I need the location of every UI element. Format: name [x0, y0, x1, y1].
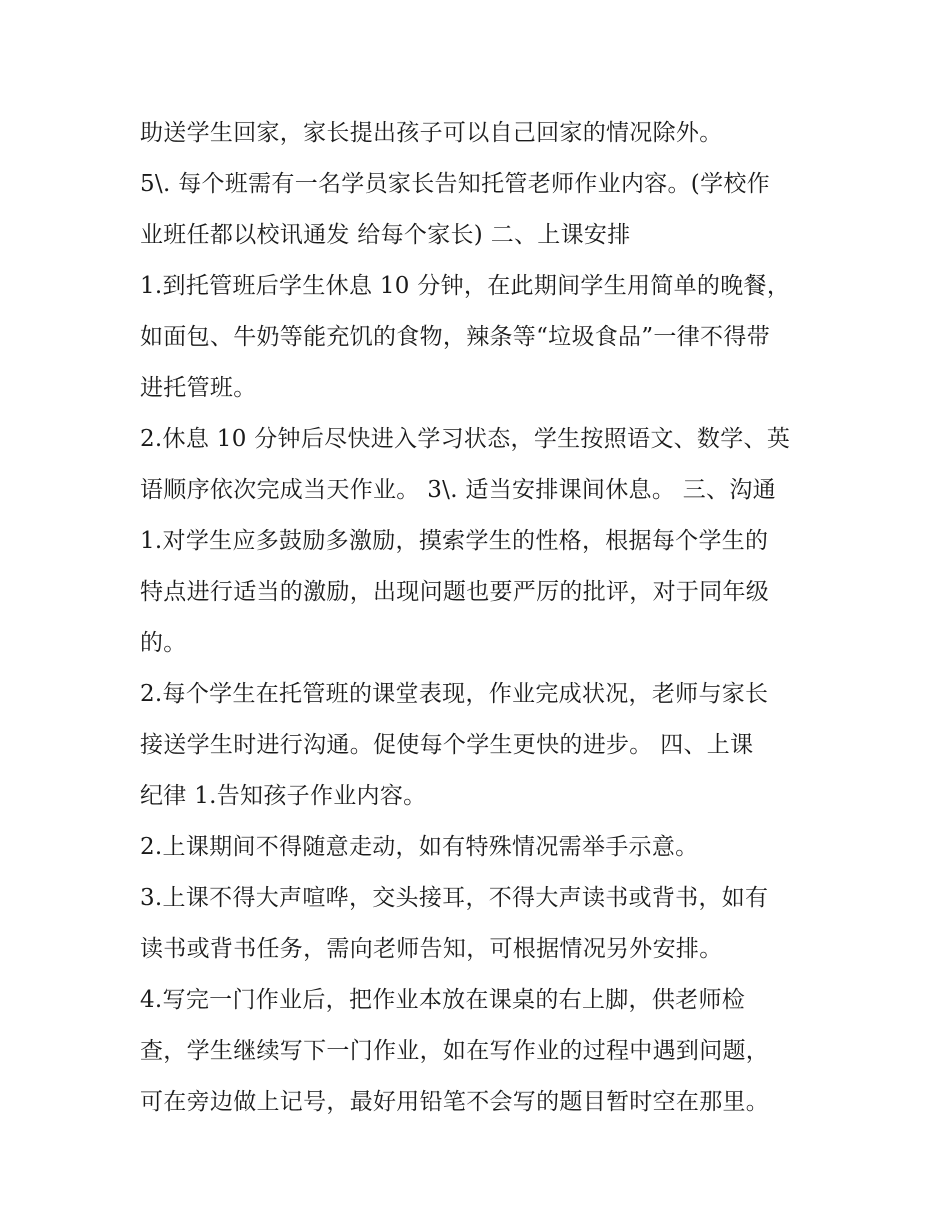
- text-line: 的。: [140, 630, 187, 656]
- text-line: 可在旁边做上记号，最好用铅笔不会写的题目暂时空在那里。: [140, 1089, 770, 1115]
- text-line: 1.对学生应多鼓励多激励，摸索学生的性格，根据每个学生的: [140, 528, 769, 554]
- body-text: [140, 108, 840, 1128]
- text-line: 如面包、牛奶等能充饥的食物，辣条等“垃圾食品”一律不得带: [140, 324, 770, 350]
- text-line: 3.上课不得大声喧哗，交头接耳，不得大声读书或背书，如有: [140, 885, 769, 911]
- text-line: 2.每个学生在托管班的课堂表现，作业完成状况，老师与家长: [140, 681, 769, 707]
- text-line: 1.到托管班后学生休息 10 分钟，在此期间学生用简单的晚餐，: [140, 273, 791, 299]
- text-line: 业班任都以校讯通发 给每个家长) 二、上课安排: [140, 222, 631, 248]
- text-line: 查，学生继续写下一门作业，如在写作业的过程中遇到问题，: [140, 1038, 770, 1064]
- text-line: 2.上课期间不得随意走动，如有特殊情况需举手示意。: [140, 834, 699, 860]
- text-line: 助送学生回家，家长提出孩子可以自己回家的情况除外。: [140, 120, 723, 146]
- text-line: 2.休息 10 分钟后尽快进入学习状态，学生按照语文、数学、英: [140, 426, 791, 452]
- text-line: 读书或背书任务，需向老师告知，可根据情况另外安排。: [140, 936, 723, 962]
- text-line: 5\. 每个班需有一名学员家长告知托管老师作业内容。(学校作: [140, 171, 770, 197]
- text-line: 纪律 1.告知孩子作业内容。: [140, 783, 427, 809]
- text-line: 4.写完一门作业后，把作业本放在课桌的右上脚，供老师检: [140, 987, 746, 1013]
- text-line: 语顺序依次完成当天作业。 3\. 适当安排课间休息。 三、沟通: [140, 477, 776, 503]
- text-line: 特点进行适当的激励，出现问题也要严厉的批评，对于同年级: [140, 579, 770, 605]
- text-line: 进托管班。: [140, 375, 257, 401]
- text-line: 接送学生时进行沟通。促使每个学生更快的进步。 四、上课: [140, 732, 754, 758]
